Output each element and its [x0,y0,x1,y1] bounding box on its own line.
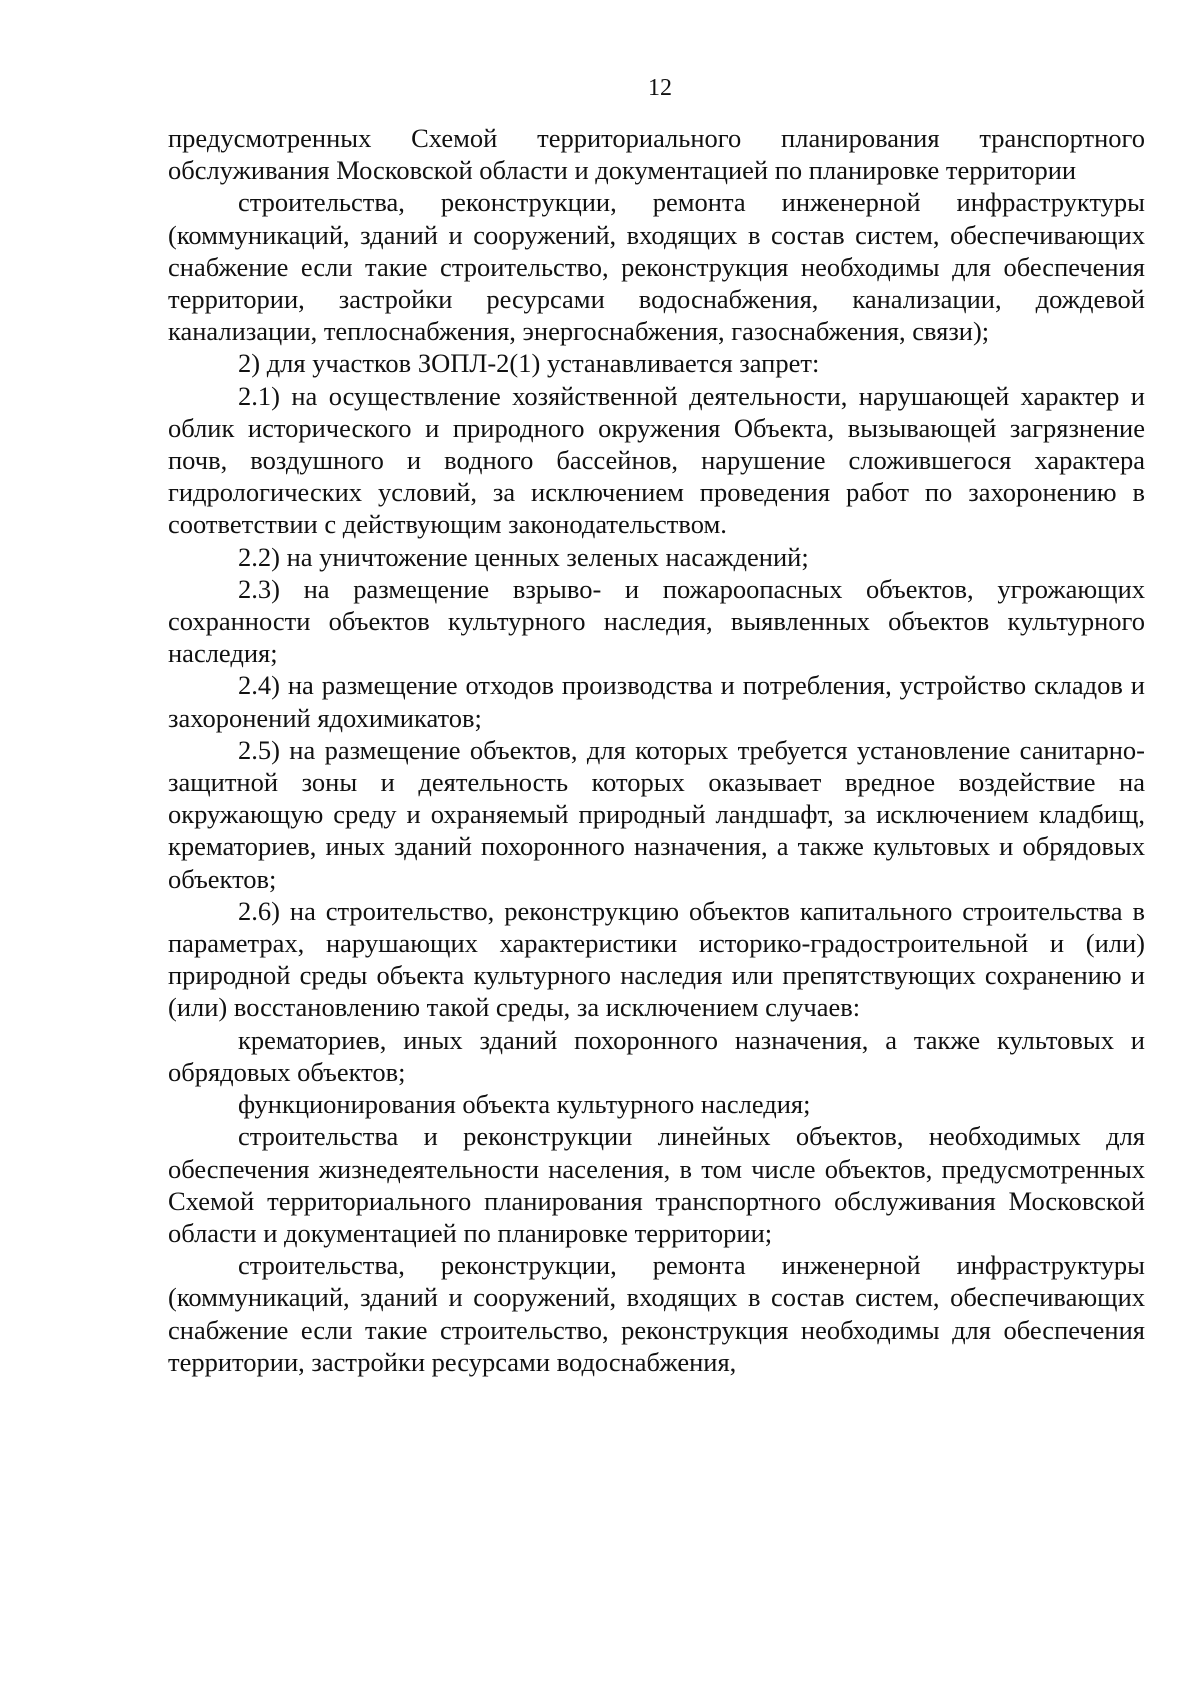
paragraph: строительства, реконструкции, ремонта инженерной инфраструктуры (коммуникаций, зданий и сооружений, входящих в состав систем, обеспечивающих снабжение если такие строительство, реконструкция необходимы для обеспечения территории, застройки ресурсами водоснабжения, канализации, дождевой канализации, теплоснабжения, энергоснабжения, газоснабжения, связи); [168,187,1145,347]
page-number: 12 [648,75,672,101]
paragraph: 2.2) на уничтожение ценных зеленых насаждений; [238,541,809,572]
document-body [168,122,1145,1378]
paragraph: 2.5) на размещение объектов, для которых требуется установление санитарно-защитной зоны и деятельность которых оказывает вредное воздействие на окружающую среду и охраняемый природный ландшафт, за исключением кладбищ, крематориев, иных зданий похоронного назначения, а также культовых и обрядовых объектов; [168,734,1145,894]
paragraph: 2.3) на размещение взрыво- и пожароопасных объектов, угрожающих сохранности объектов культурного наследия, выявленных объектов культурного наследия; [168,573,1145,669]
paragraph: 2.1) на осуществление хозяйственной деятельности, нарушающей характер и облик исторического и природного окружения Объекта, вызывающей загрязнение почв, воздушного и водного бассейнов, нарушение сложившегося характера гидрологических условий, за исключением проведения работ по захоронению в соответствии с действующим законодательством. [168,380,1145,540]
paragraph: строительства, реконструкции, ремонта инженерной инфраструктуры (коммуникаций, зданий и сооружений, входящих в состав систем, обеспечивающих снабжение если такие строительство, реконструкция необходимы для обеспечения территории, застройки ресурсами водоснабжения, [168,1250,1145,1377]
paragraph: предусмотренных Схемой территориального планирования транспортного обслуживания Московской области и документацией по планировке территории [168,123,1145,186]
paragraph: функционирования объекта культурного наследия; [238,1089,811,1120]
paragraph: 2) для участков ЗОПЛ-2(1) устанавливается запрет: [238,348,820,379]
paragraph: строительства и реконструкции линейных объектов, необходимых для обеспечения жизнедеятельности населения, в том числе объектов, предусмотренных Схемой территориального планирования транспортного обслуживания Московской области и документацией по планировке территории; [168,1121,1145,1248]
paragraph: крематориев, иных зданий похоронного назначения, а также культовых и обрядовых объектов; [168,1024,1145,1087]
paragraph: 2.6) на строительство, реконструкцию объектов капитального строительства в параметрах, нарушающих характеристики историко-градостроительной и (или) природной среды объекта культурного наследия или препятствующих сохранению и (или) восстановлению такой среды, за исключением случаев: [168,895,1145,1023]
paragraph: 2.4) на размещение отходов производства и потребления, устройство складов и захоронений ядохимикатов; [168,670,1145,733]
